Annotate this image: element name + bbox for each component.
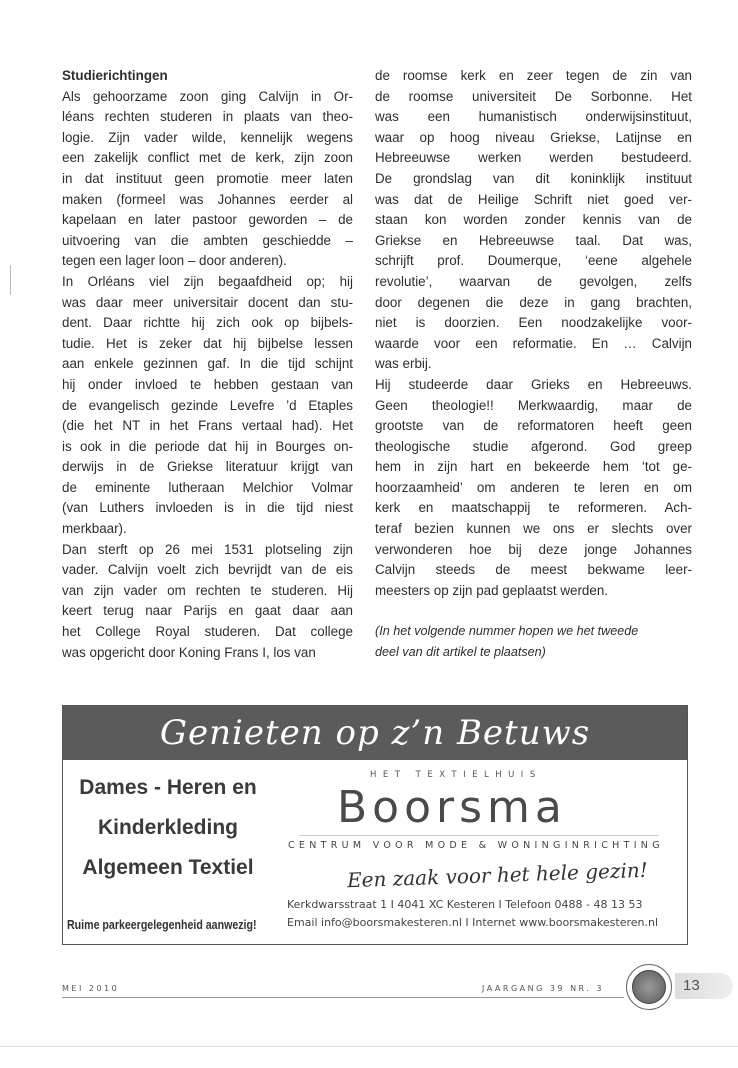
ad-slogan: Een zaak voor het hele gezin!: [346, 857, 649, 893]
text-line: maken (formeel was Johannes eerder al: [62, 191, 353, 207]
text-line: was erbij.: [375, 356, 432, 372]
footer-divider: [62, 997, 624, 998]
text-line: hoorzaamheid’ om anderen te leren en om: [375, 479, 692, 495]
text-line: revolutie’, waarvan de gevolgen, zelfs: [375, 273, 692, 289]
ad-banner: Genieten op z’n Betuws: [63, 706, 687, 760]
text-line: In Orléans viel zijn begaafdheid op; hij: [62, 273, 353, 289]
article-column-left: [62, 66, 353, 663]
text-line: Griekse en Hebreeuwse taal. Dat was,: [375, 232, 692, 248]
text-line: waarde voor een reformatie. En … Calvijn: [375, 335, 692, 351]
page-number: 13: [675, 973, 733, 999]
page-edge: [0, 1046, 738, 1047]
right-body: [375, 66, 692, 601]
text-line: Geen theologie!! Merkwaardig, maar de: [375, 397, 692, 413]
text-line: waar op hoog niveau Griekse, Latijnse en: [375, 129, 692, 145]
article-column-right: [375, 66, 692, 663]
text-line: vader. Calvijn voelt zich bevrijdt van de eis: [62, 562, 353, 578]
note-line: deel van dit artikel te plaatsen): [375, 645, 546, 660]
text-line: hij onder invloed te hebben gestaan van: [62, 376, 353, 392]
text-line: was een humanistisch onderwijsinstituut,: [375, 109, 692, 125]
text-line: Calvijn steeds de meest bekwame leer-: [375, 562, 692, 578]
left-body: [62, 87, 353, 664]
note-line: (In het volgende nummer hopen we het tweede: [375, 624, 639, 639]
text-line: grootste van de reformatoren heeft geen: [375, 418, 692, 434]
ad-address: Kerkdwarsstraat 1 I 4041 XC Kesteren I Telefoon 0488 - 48 13 53: [287, 898, 643, 911]
text-line: verwonderen hoe bij deze jonge Johannes: [375, 541, 692, 557]
footer-date: MEI 2010: [62, 984, 120, 993]
text-line: keert terug naar Parijs en gaat daar aan: [62, 603, 353, 619]
text-line: was opgericht door Koning Frans I, los van: [62, 644, 316, 660]
text-line: het College Royal studeren. Dat college: [62, 624, 353, 640]
ad-contact: Email info@boorsmakesteren.nl I Internet www.boorsmakesteren.nl: [287, 916, 659, 929]
text-line: was dat de Heilige Schrift niet goed ver-: [375, 191, 692, 207]
text-line: aan enkele gezinnen gaf. In die tijd schijnt: [62, 356, 353, 372]
text-line: Als gehoorzame zoon ging Calvijn in Or-: [62, 88, 353, 104]
text-line: derwijs in de Griekse literatuur krijgt van: [62, 459, 353, 475]
text-line: dent. Daar richtte hij zich ook op bijbels-: [62, 315, 353, 331]
text-line: de roomse universiteit De Sorbonne. Het: [375, 88, 692, 104]
text-line: léans rechten studeren in plaats van theo-: [62, 109, 353, 125]
text-line: logie. Zijn vader wilde, kennelijk wegens: [62, 129, 353, 145]
brand-logo: Boorsma: [337, 782, 567, 833]
text-line: in dat instituut geen promotie meer laten: [62, 170, 353, 186]
text-line: (die het NT in het Frans vertaal had). Het: [62, 418, 353, 434]
text-line: kapelaan en later pastoor geworden – de: [62, 212, 353, 228]
text-line: tudie. Het is zeker dat hij bijbelse lessen: [62, 335, 353, 351]
continuation-note: [375, 621, 692, 662]
text-line: een zakelijk conflict met de kerk, zijn zoon: [62, 150, 353, 166]
text-line: staan kon worden zonder kennis van de: [375, 212, 692, 228]
text-line: hem in zijn hart en bekeerde hem ‘tot ge-: [375, 459, 692, 475]
text-line: de evangelisch gezinde Levefre ’d Etaples: [62, 397, 353, 413]
ad-line: Kinderkleding: [97, 816, 239, 839]
seal-icon: [626, 964, 672, 1010]
advertisement: [62, 705, 688, 945]
text-line: meesters op zijn pad geplaatst werden.: [375, 582, 608, 598]
scan-mark: [10, 265, 11, 295]
ad-line: Dames - Heren en: [79, 776, 257, 799]
text-line: schrijft prof. Doumerque, ‘eene algehele: [375, 253, 692, 269]
text-line: Hij studeerde daar Grieks en Hebreeuws.: [375, 376, 692, 392]
text-line: tegen een lager loon – door anderen).: [62, 253, 287, 269]
text-line: is ook in die periode dat hij in Bourges on-: [62, 438, 353, 454]
section-heading: Studierichtingen: [62, 68, 168, 83]
text-line: Hebreeuwse werken werden bestudeerd.: [375, 150, 692, 166]
text-line: merkbaar).: [62, 521, 127, 537]
divider: [299, 835, 659, 836]
text-line: door degenen die deze in gang brachten,: [375, 294, 692, 310]
text-line: uitvoering van die ambten geschiedde –: [62, 232, 353, 248]
text-line: theologische studie afgerond. God greep: [375, 438, 692, 454]
ad-parking: Ruime parkeergelegenheid aanwezig!: [67, 918, 257, 932]
ad-line: Algemeen Textiel: [82, 856, 254, 879]
text-line: (van Luthers invloeden is in die tijd niest: [62, 500, 353, 516]
text-line: de roomse kerk en zeer tegen de zin van: [375, 68, 692, 83]
text-line: de eminente lutheraan Melchior Volmar: [62, 479, 353, 495]
text-line: Dan sterft op 26 mei 1531 plotseling zijn: [62, 541, 353, 557]
brand-subtitle: CENTRUM VOOR MODE & WONINGINRICHTING: [288, 840, 664, 851]
text-line: De grondslag van dit koninklijk instituut: [375, 170, 692, 186]
text-line: van zijn vader om rechten te studeren. Hij: [62, 582, 353, 598]
text-line: was daar meer universitair docent dan stu-: [62, 294, 353, 310]
text-line: niet is doorzien. Een noodzakelijke voor-: [375, 315, 692, 331]
brand-tagline: HET TEXTIELHUIS: [370, 770, 542, 780]
text-line: kerk en maatschappij te reformeren. Ach-: [375, 500, 692, 516]
text-line: teraf bezien kunnen we ons er slechts over: [375, 521, 692, 537]
footer-issue: JAARGANG 39 NR. 3: [482, 984, 604, 993]
